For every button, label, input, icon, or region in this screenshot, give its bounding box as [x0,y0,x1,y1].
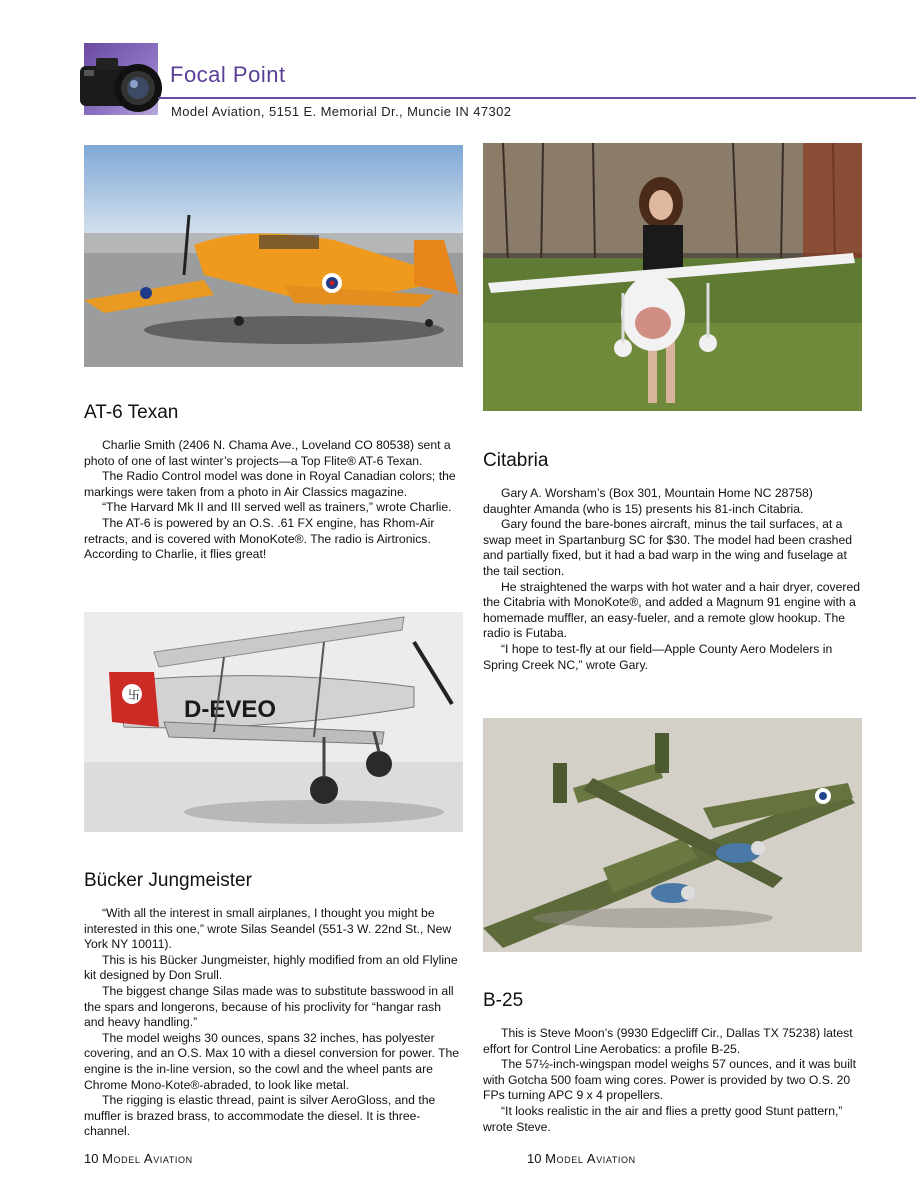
b25-paragraph: The 57½-inch-wingspan model weighs 57 ounces, and it was built with Gotcha 500 foam wing cores. Power is provided by two O.S. 20 FPs turning APC 9 x 4 propellers. [483,1057,856,1103]
bucker-paragraph: The rigging is elastic thread, paint is silver AeroGloss, and the muffler is brazed brass, to accommodate the diesel. It is three-channel. [84,1093,436,1139]
citabria-paragraph: Gary A. Worsham’s (Box 301, Mountain Home NC 28758) daughter Amanda (who is 15) presents his 81-inch Citabria. [483,486,813,516]
at6-body [84,438,464,563]
bucker-paragraph: The biggest change Silas made was to substitute basswood in all the spars and longerons, because of his proclivity for “hangar rash and heavy handling.” [84,983,454,1030]
b25-photo [483,718,862,952]
citabria-paragraph: He straightened the warps with hot water and a hair dryer, covered the Citabria with MonoKote®, and added a Magnum 91 engine with a homemade muffler, an easy-fueler, and a remote glow hookup. The radio is Futaba. [483,579,861,641]
page-number: 10 [84,1151,99,1166]
citabria-body [483,486,863,673]
bucker-paragraph: The model weighs 30 ounces, spans 32 inches, has polyester covering, and an O.S. Max 10 with a diesel conversion for power. The engine is the in-line version, so the cowl and the wheel pants are Chrome Mono-Kote®-abraded, to look like metal. [84,1030,460,1092]
b25-heading: B-25 [483,990,524,1011]
b25-paragraph: “It looks realistic in the air and flies a pretty good Stunt pattern,” wrote Steve. [483,1103,843,1134]
magazine-address: Model Aviation, 5151 E. Memorial Dr., Muncie IN 47302 [171,104,512,119]
at6-texan-photo [84,145,463,367]
magazine-name: Model Aviation [545,1151,636,1166]
bucker-jungmeister-photo [84,612,463,832]
b25-body [483,1026,863,1135]
at6-heading: AT-6 Texan [84,402,179,423]
bucker-paragraph: “With all the interest in small airplanes, I thought you might be interested in this one,” wrote Silas Seandel (551-3 W. 22nd St., New York NY 10011). [84,906,452,952]
page-number: 10 [527,1151,542,1166]
bucker-heading: Bücker Jungmeister [84,870,252,891]
page-title: Focal Point [170,62,286,87]
citabria-paragraph: “I hope to test-fly at our field—Apple County Aero Modelers in Spring Creek NC,” wrote Gary. [483,641,833,672]
footer-right [527,1151,636,1166]
b25-paragraph: This is Steve Moon’s (9930 Edgecliff Cir., Dallas TX 75238) latest effort for Control Line Aerobatics: a profile B-25. [483,1026,853,1056]
header-divider [158,97,916,99]
magazine-name: Model Aviation [102,1151,193,1166]
bucker-registration: D-EVEO [184,696,277,723]
bucker-body [84,906,464,1140]
bucker-paragraph: This is his Bücker Jungmeister, highly modified from an old Flyline kit designed by Don Srull. [84,952,458,983]
footer-left [84,1151,193,1166]
at6-paragraph: “The Harvard Mk II and III served well as trainers,” wrote Charlie. [102,500,452,515]
citabria-photo [483,143,862,411]
citabria-paragraph: Gary found the bare-bones aircraft, minus the tail surfaces, at a swap meet in Spartanburg SC for $30. The model had been crashed and partially fixed, but it had a bad warp in the wing and fuselage at the tail section. [483,517,853,578]
at6-paragraph: The Radio Control model was done in Royal Canadian colors; the markings were taken from a photo in Air Classics magazine. [84,469,456,499]
citabria-heading: Citabria [483,450,549,471]
camera-icon [76,52,168,112]
at6-paragraph: The AT-6 is powered by an O.S. .61 FX engine, has Rhom-Air retracts, and is covered with MonoKote®. The radio is Airtronics. According to Charlie, it flies great! [84,515,435,562]
at6-paragraph: Charlie Smith (2406 N. Chama Ave., Loveland CO 80538) sent a photo of one of last winter’s projects—a Top Flite® AT-6 Texan. [84,438,451,468]
svg-text:卐: 卐 [128,688,141,702]
